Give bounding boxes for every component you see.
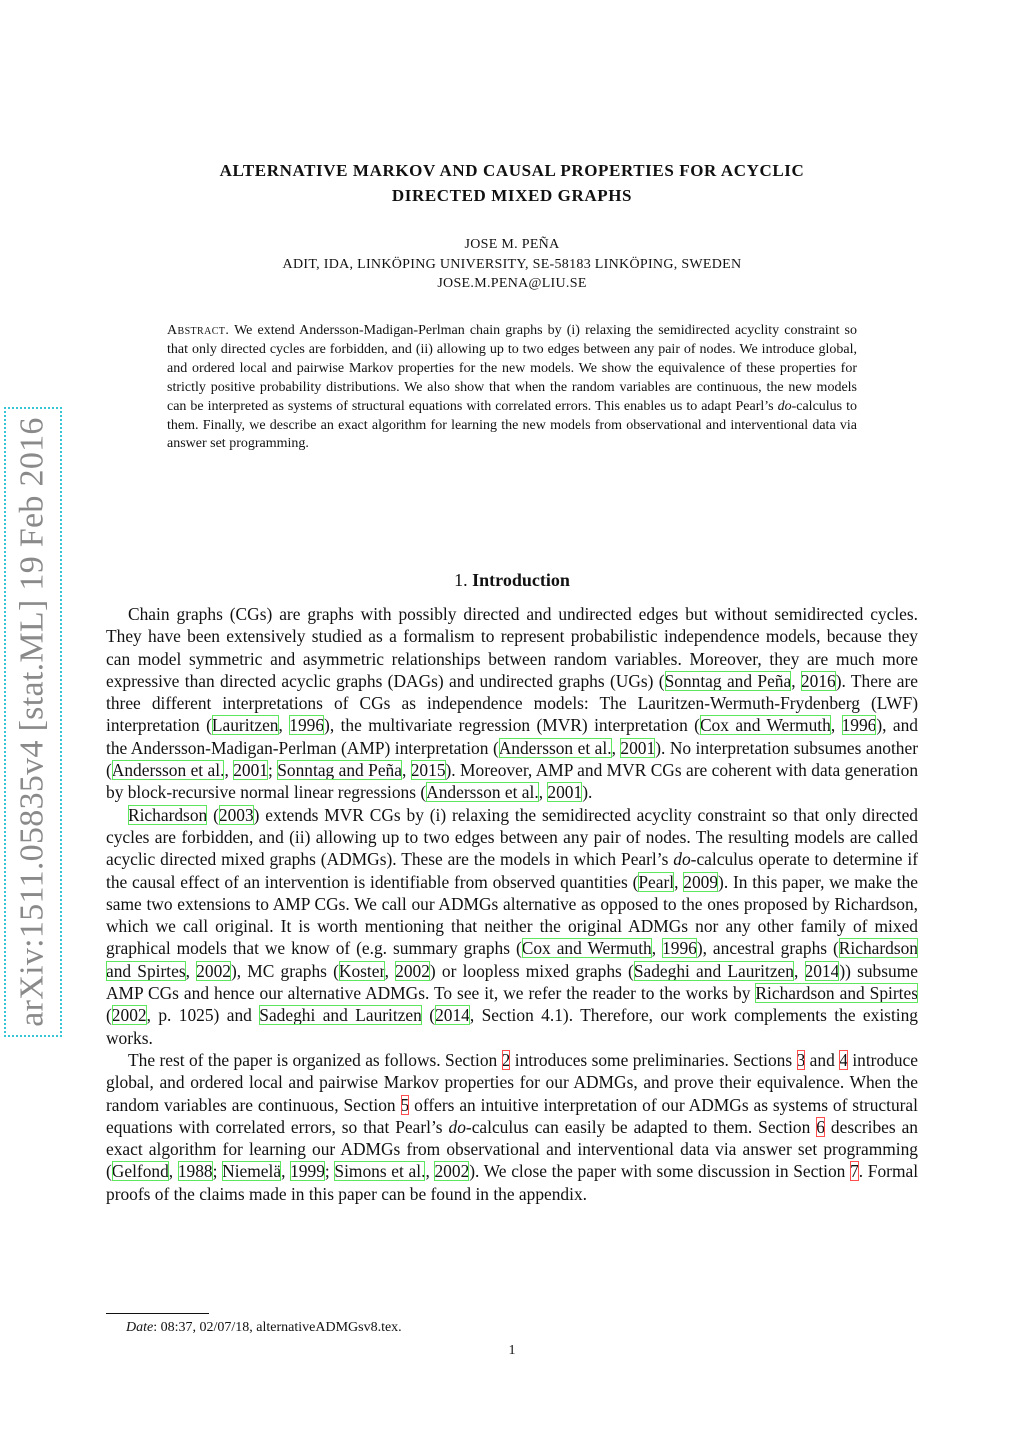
text: ). (582, 782, 593, 803)
text: , (401, 760, 411, 781)
text: , (278, 715, 290, 736)
citation-link[interactable]: 2001 (620, 737, 656, 758)
text: ). Moreover, AMP and MVR CGs are coherent with data generation by block-recursive normal linear regressions ( (106, 760, 919, 803)
text: , (830, 715, 842, 736)
author-affiliation: ADIT, IDA, LINKÖPING UNIVERSITY, SE-58183 LINKÖPING, SWEDEN (282, 256, 742, 272)
text: , (791, 670, 801, 691)
text: ), ancestral graphs ( (696, 938, 839, 959)
text: ; (267, 760, 278, 781)
citation-link[interactable]: 1996 (289, 715, 325, 736)
text: , Section 4.1). Therefore, our work complements the existing works. (106, 1005, 919, 1048)
footnote-label: Date (126, 1320, 154, 1335)
text: ( (106, 1005, 112, 1026)
footnote-divider (106, 1313, 209, 1314)
citation-link[interactable]: Cox and Wermuth (521, 938, 652, 959)
text: , (384, 960, 396, 981)
abstract (167, 322, 857, 454)
text: ), MC graphs ( (230, 960, 339, 981)
text: , (793, 960, 805, 981)
paragraph-2 (106, 804, 918, 1049)
citation-link[interactable]: Koster (338, 960, 385, 981)
citation-link[interactable]: Niemelä (222, 1161, 282, 1182)
citation-link[interactable]: 2002 (434, 1161, 470, 1182)
citation-link[interactable]: Richardson and Spirtes (106, 938, 919, 981)
section-reference-link[interactable]: 2 (501, 1049, 511, 1070)
text: , (168, 1161, 178, 1182)
text: ), the multivariate regression (MVR) interpretation ( (324, 715, 700, 736)
text: , (425, 1161, 435, 1182)
citation-link[interactable]: 2001 (547, 782, 583, 803)
citation-link[interactable]: 2015 (410, 760, 446, 781)
citation-link[interactable]: 2002 (395, 960, 430, 981)
text: ). In this paper, we make the same two extensions to AMP CGs. We call our ADMGs alternative as opposed to the ones proposed by Richardson, which we call original. It is worth mentioning that neither the original ADMGs nor any other family of mixed graphical models that we know of (e.g. summary graphs ( (106, 871, 918, 959)
text: ; (324, 1161, 335, 1182)
arxiv-identifier-stamp[interactable] (4, 407, 62, 1037)
text: -calculus operate to determine if the causal effect of an intervention is identifiable from observed quantities ( (106, 849, 918, 892)
citation-link[interactable]: 1999 (290, 1161, 325, 1182)
footnote (126, 1320, 402, 1336)
citation-link[interactable]: 1988 (177, 1161, 213, 1182)
text: ), and the Andersson-Madigan-Perlman (AMP) interpretation ( (106, 715, 918, 758)
paragraph-3 (106, 1049, 918, 1205)
section-title: Introduction (472, 570, 570, 590)
text: ). We close the paper with some discussion in Section (469, 1161, 851, 1182)
text: ). No interpretation subsumes another ( (106, 737, 918, 781)
text: , (224, 760, 234, 781)
citation-link[interactable]: Sadeghi and Lauritzen (633, 960, 794, 981)
citation-link[interactable]: 2002 (111, 1005, 147, 1026)
author-email: JOSE.M.PENA@LIU.SE (437, 276, 587, 291)
arxiv-identifier-text: arXiv:1511.05835v4 [stat.ML] 19 Feb 2016 (14, 417, 51, 1027)
text: . Formal proofs of the claims made in this paper can be found in the appendix. (106, 1161, 919, 1204)
text: ) or loopless mixed graphs ( (429, 960, 634, 981)
text: , (538, 782, 548, 803)
text: , (611, 737, 621, 758)
citation-link[interactable]: 2014 (435, 1005, 470, 1026)
author-block (120, 235, 904, 294)
text: and (805, 1049, 840, 1070)
citation-link[interactable]: 1996 (841, 715, 877, 736)
citation-link[interactable]: Cox and Wermuth (699, 715, 831, 736)
citation-link[interactable]: Andersson et al. (111, 760, 225, 781)
citation-link[interactable]: Pearl (638, 871, 675, 892)
citation-link[interactable]: 2016 (800, 670, 836, 691)
citation-link[interactable]: Sonntag and Peña (277, 760, 402, 781)
paper-title-line-1: ALTERNATIVE MARKOV AND CAUSAL PROPERTIES FOR ACYCLIC (219, 161, 805, 180)
text: introduces some preliminaries. Sections (510, 1049, 797, 1070)
abstract-text: We extend Andersson-Madigan-Perlman chain graphs by (i) relaxing the semidirected acyclity constraint so that only directed cycles are forbidden, and (ii) allowing up to two edges between any pair of nodes. We introduce global, and ordered local and pairwise Markov properties for the new models. We show the equivalence of these properties for strictly positive probability distributions. We also show that when the random variables are continuous, the new models can be interpreted as systems of structural equations with correlated errors. This enables us to adapt Pearl’s (167, 323, 857, 414)
citation-link[interactable]: Simons et al. (334, 1161, 426, 1182)
text: ; (212, 1161, 223, 1182)
text: ( (421, 1005, 436, 1026)
citation-link[interactable]: Andersson et al. (426, 782, 539, 803)
text: introduce global, and ordered local and pairwise Markov properties for our ADMGs, and prove their equivalence. When the random variables are continuous, Section (106, 1049, 918, 1115)
text: -calculus can easily be adapted to them. Section (465, 1116, 817, 1137)
citation-link[interactable]: Lauritzen (211, 715, 279, 736)
citation-link[interactable]: Richardson and Spirtes (755, 983, 918, 1004)
text: , p. 1025) and (146, 1005, 260, 1026)
text: , (674, 871, 684, 892)
text: ) extends MVR CGs by (i) relaxing the semidirected acyclity constraint so that only directed cycles are forbidden, and (ii) allowing up to two edges between any pair of nodes. The resulting models are called acyclic directed mixed graphs (ADMGs). These are the models in which Pearl’s (106, 804, 918, 870)
abstract-text: -calculus to them. Finally, we describe an exact algorithm for learning the new models from observational and interventional data via answer set programming. (167, 398, 858, 452)
paragraph-1 (106, 603, 918, 804)
section-heading-introduction (106, 570, 918, 591)
text: Chain graphs (CGs) are graphs with possibly directed and undirected edges but without semidirected cycles. They have been extensively studied as a formalism to represent probabilistic independence models, because they can model symmetric and asymmetric relationships between random variables. Moreover, they are much more expressive than directed acyclic graphs (DAGs) and undirected graphs (UGs) ( (106, 604, 918, 691)
emphasis: do (448, 1116, 466, 1137)
text: describes an exact algorithm for learning our ADMGs from observational and interventional data via answer set programming ( (106, 1116, 919, 1182)
author-name: JOSE M. PEÑA (464, 237, 560, 252)
body-text (106, 603, 918, 1205)
text: offers an intuitive interpretation of our ADMGs as systems of structural equations with correlated errors, so that Pearl’s (106, 1094, 918, 1137)
text: , (281, 1161, 291, 1182)
emphasis: do (673, 849, 691, 870)
citation-link[interactable]: 2009 (683, 871, 719, 892)
citation-link[interactable]: 2001 (233, 760, 268, 781)
paper-title-line-2: DIRECTED MIXED GRAPHS (391, 186, 633, 205)
section-reference-link[interactable]: 7 (850, 1161, 859, 1182)
text: , (651, 938, 663, 959)
text: )) subsume AMP CGs and hence our alternative ADMGs. To see it, we refer the reader to the works by (106, 960, 918, 1004)
abstract-label: Abstract. (167, 323, 230, 338)
text: ( (207, 804, 219, 825)
text: ). There are three different interpretations of CGs as independence models: The Lauritzen-Wermuth-Frydenberg (LWF) interpretation ( (106, 670, 919, 736)
citation-link[interactable]: Sonntag and Peña (664, 670, 792, 691)
citation-link[interactable]: Andersson et al. (498, 737, 612, 758)
citation-link[interactable]: 1996 (662, 938, 697, 959)
text: , (185, 960, 197, 981)
citation-link[interactable]: Gelfond (111, 1161, 169, 1182)
citation-link[interactable]: 2002 (196, 960, 231, 981)
section-reference-link[interactable]: 6 (816, 1116, 825, 1137)
citation-link[interactable]: 2014 (804, 960, 840, 981)
citation-link[interactable]: Sadeghi and Lauritzen (259, 1005, 422, 1026)
footnote-text: : 08:37, 02/07/18, alternativeADMGsv8.tex. (153, 1320, 402, 1335)
page-number: 1 (508, 1343, 516, 1358)
citation-link[interactable]: 2003 (218, 804, 254, 825)
abstract-emphasis: do (777, 398, 792, 414)
section-reference-link[interactable]: 4 (839, 1049, 848, 1070)
paper-title (120, 158, 904, 208)
citation-link[interactable]: Richardson (128, 804, 208, 825)
text: The rest of the paper is organized as follows. Section (128, 1049, 502, 1070)
section-reference-link[interactable]: 3 (796, 1049, 806, 1070)
section-reference-link[interactable]: 5 (400, 1094, 410, 1115)
section-number: 1. (454, 570, 468, 590)
